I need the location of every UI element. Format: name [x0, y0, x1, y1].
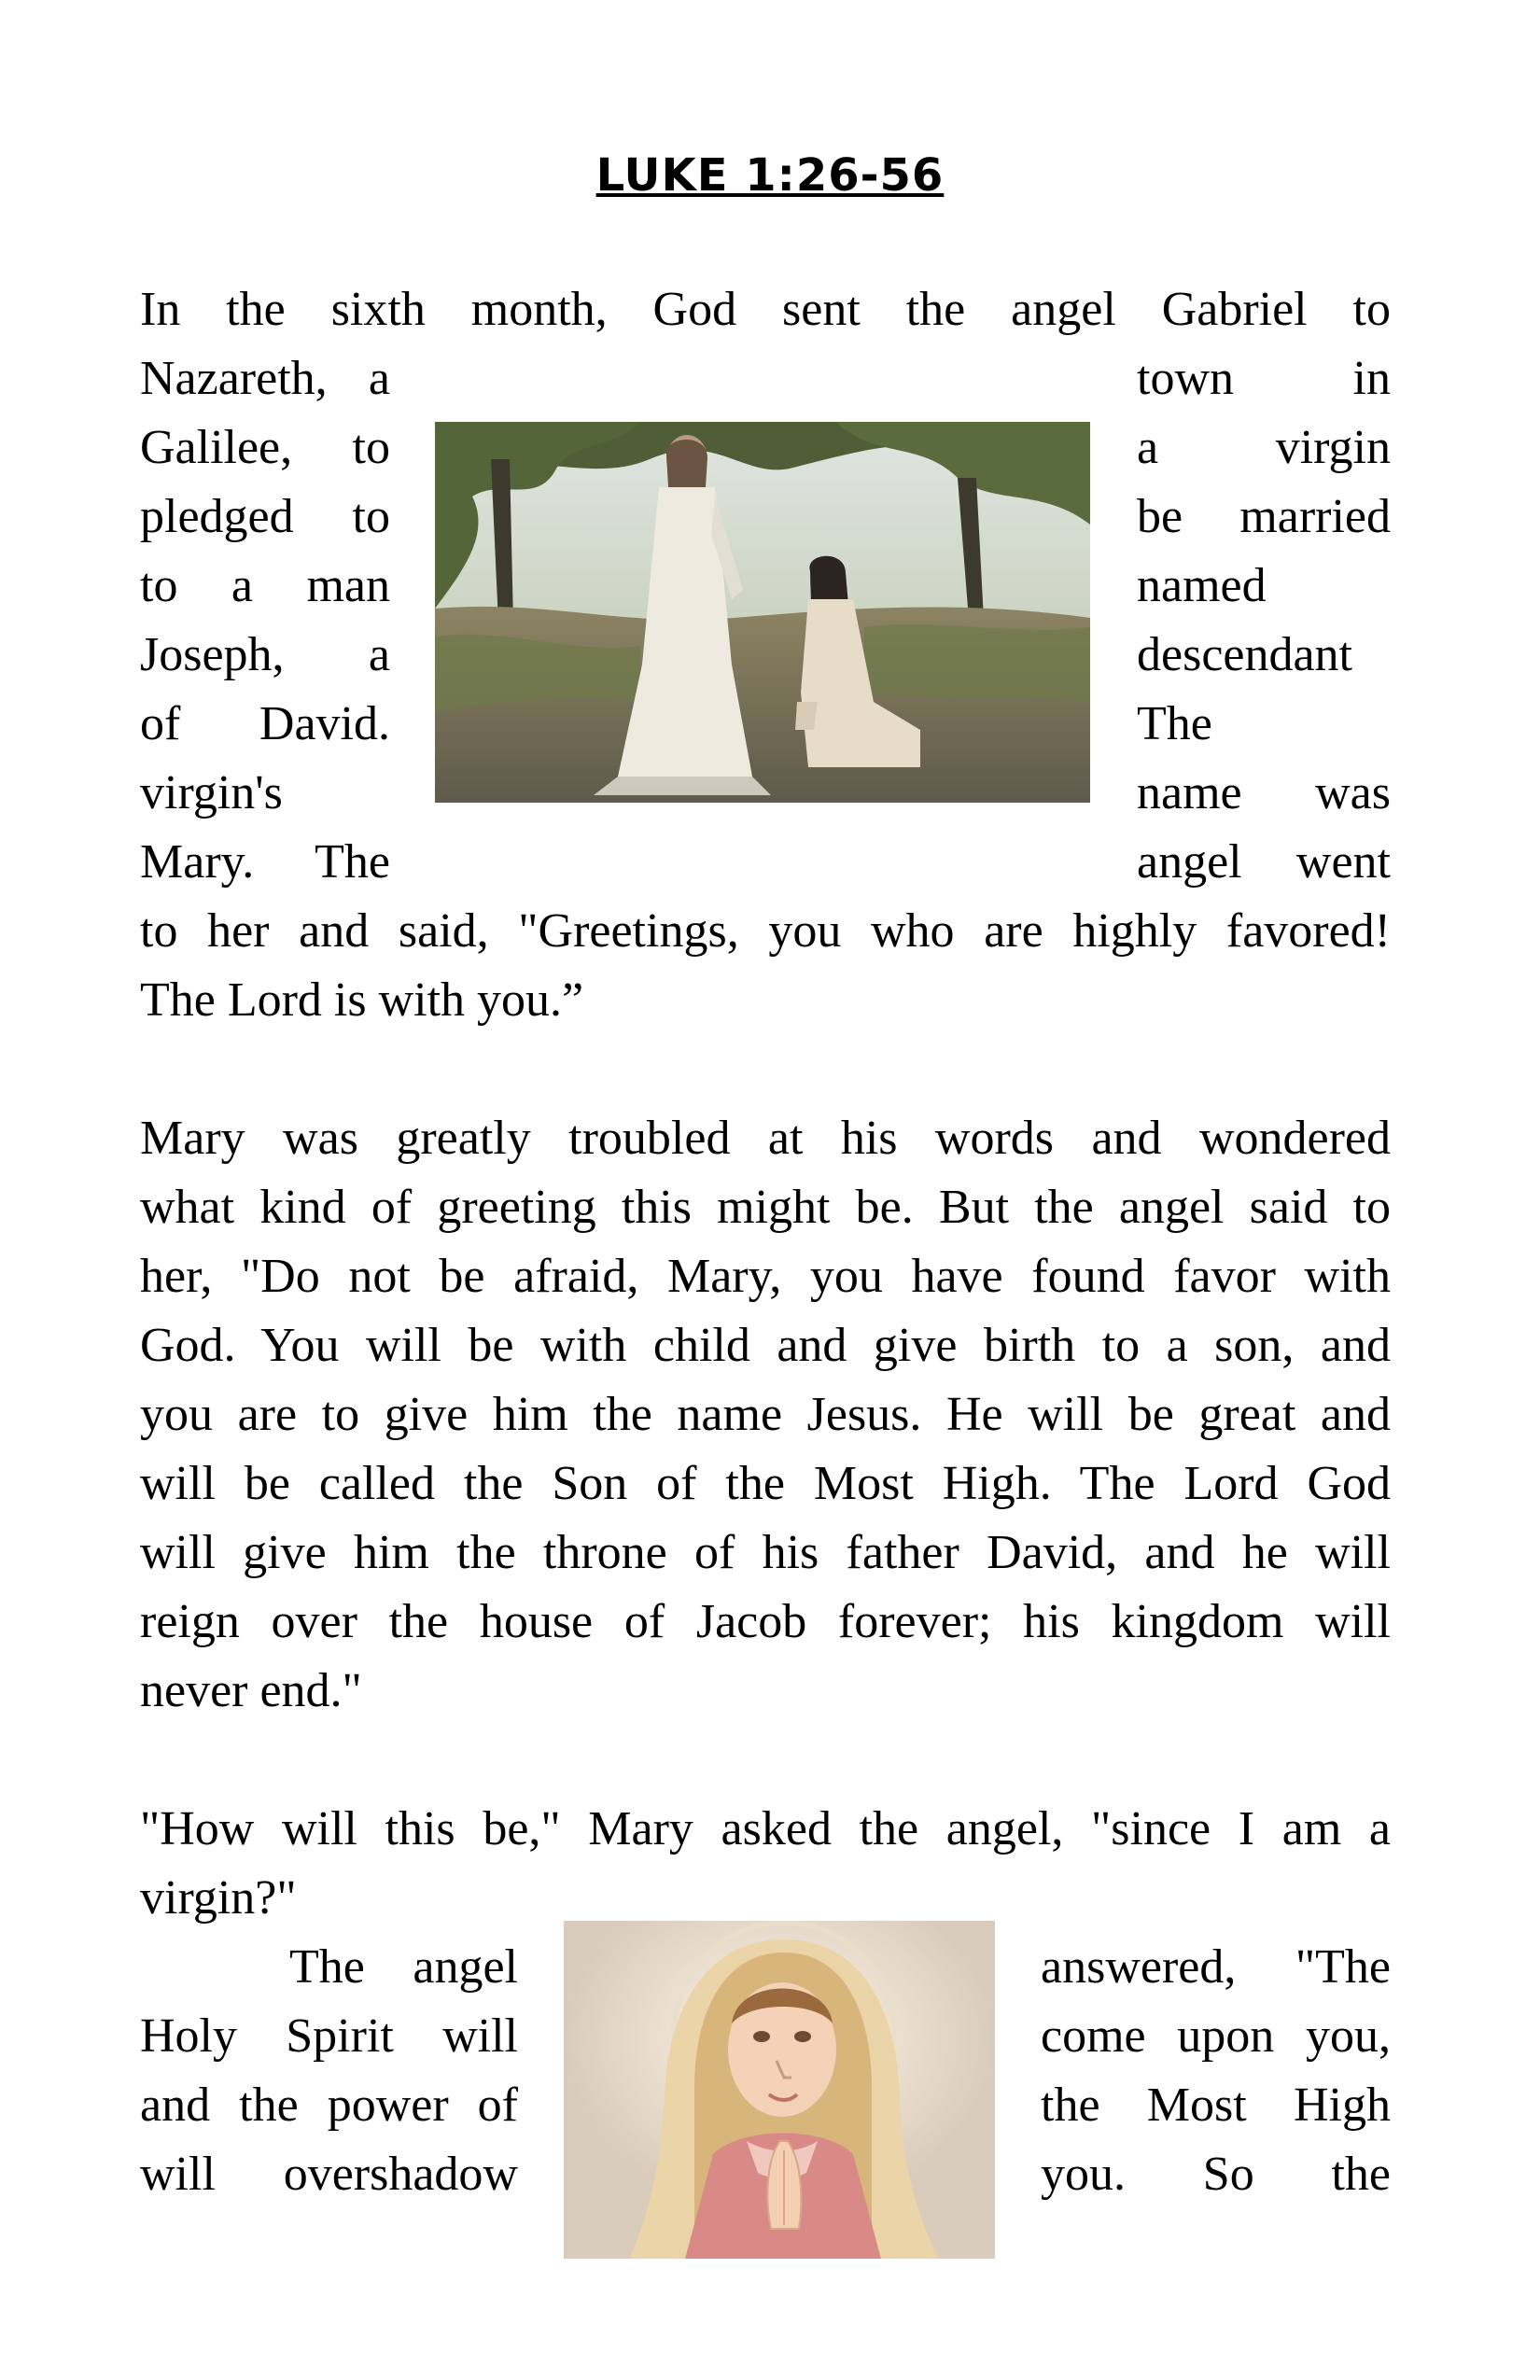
text-line: reign over the house of Jacob forever; his kingdom will — [140, 1595, 1391, 1648]
text-line: you. So the — [1041, 2148, 1391, 2201]
text-line: to a man — [140, 559, 390, 612]
text-line: will be called the Son of the Most High. The Lord God — [140, 1457, 1391, 1510]
text-line: virgin?" — [140, 1871, 297, 1925]
text-line: Mary was greatly troubled at his words and wondered — [140, 1112, 1391, 1165]
text-line: The — [1137, 697, 1212, 750]
text-line: Holy Spirit will — [140, 2009, 518, 2063]
text-line: The angel — [289, 1940, 518, 1994]
text-line: Joseph, a — [140, 628, 390, 681]
praying-mary-image — [564, 1921, 995, 2259]
text-line: come upon you, — [1041, 2009, 1391, 2063]
text-line: pledged to — [140, 490, 390, 543]
text-line: God. You will be with child and give birth to a son, and — [140, 1319, 1391, 1372]
text-line: will overshadow — [140, 2148, 518, 2201]
text-line: what kind of greeting this might be. But the angel said to — [140, 1181, 1391, 1234]
text-line: a virgin — [1137, 421, 1391, 474]
angel-and-mary-illustration — [435, 422, 1090, 803]
page-title: LUKE 1:26-56 — [595, 149, 945, 202]
text-line: Galilee, to — [140, 421, 390, 474]
text-line: be married — [1137, 490, 1391, 543]
text-line: the Most High — [1041, 2079, 1391, 2132]
text-line: answered, "The — [1041, 1940, 1391, 1994]
text-line: never end." — [140, 1664, 362, 1717]
angel-scene-image — [435, 422, 1090, 803]
text-line: to her and said, "Greetings, you who are highly favored! — [140, 904, 1391, 958]
text-line: descendant — [1137, 628, 1353, 681]
text-line: Nazareth, a — [140, 352, 390, 405]
text-line: Mary. The — [140, 835, 390, 889]
text-line: angel went — [1137, 835, 1391, 889]
text-line: "How will this be," Mary asked the angel, "since I am a — [140, 1802, 1391, 1855]
text-line: virgin's — [140, 766, 283, 819]
text-line: named — [1137, 559, 1267, 612]
text-line: and the power of — [140, 2079, 518, 2132]
text-line: of David. — [140, 697, 390, 750]
text-line: her, "Do not be afraid, Mary, you have found favor with — [140, 1250, 1391, 1303]
text-line: will give him the throne of his father David, and he will — [140, 1526, 1391, 1579]
text-line: The Lord is with you.” — [140, 973, 584, 1027]
text-line: name was — [1137, 766, 1391, 819]
text-line: In the sixth month, God sent the angel Gabriel to — [140, 283, 1391, 336]
praying-mary-illustration — [564, 1921, 995, 2259]
text-line: you are to give him the name Jesus. He will be great and — [140, 1388, 1391, 1441]
text-line: town in — [1137, 352, 1391, 405]
